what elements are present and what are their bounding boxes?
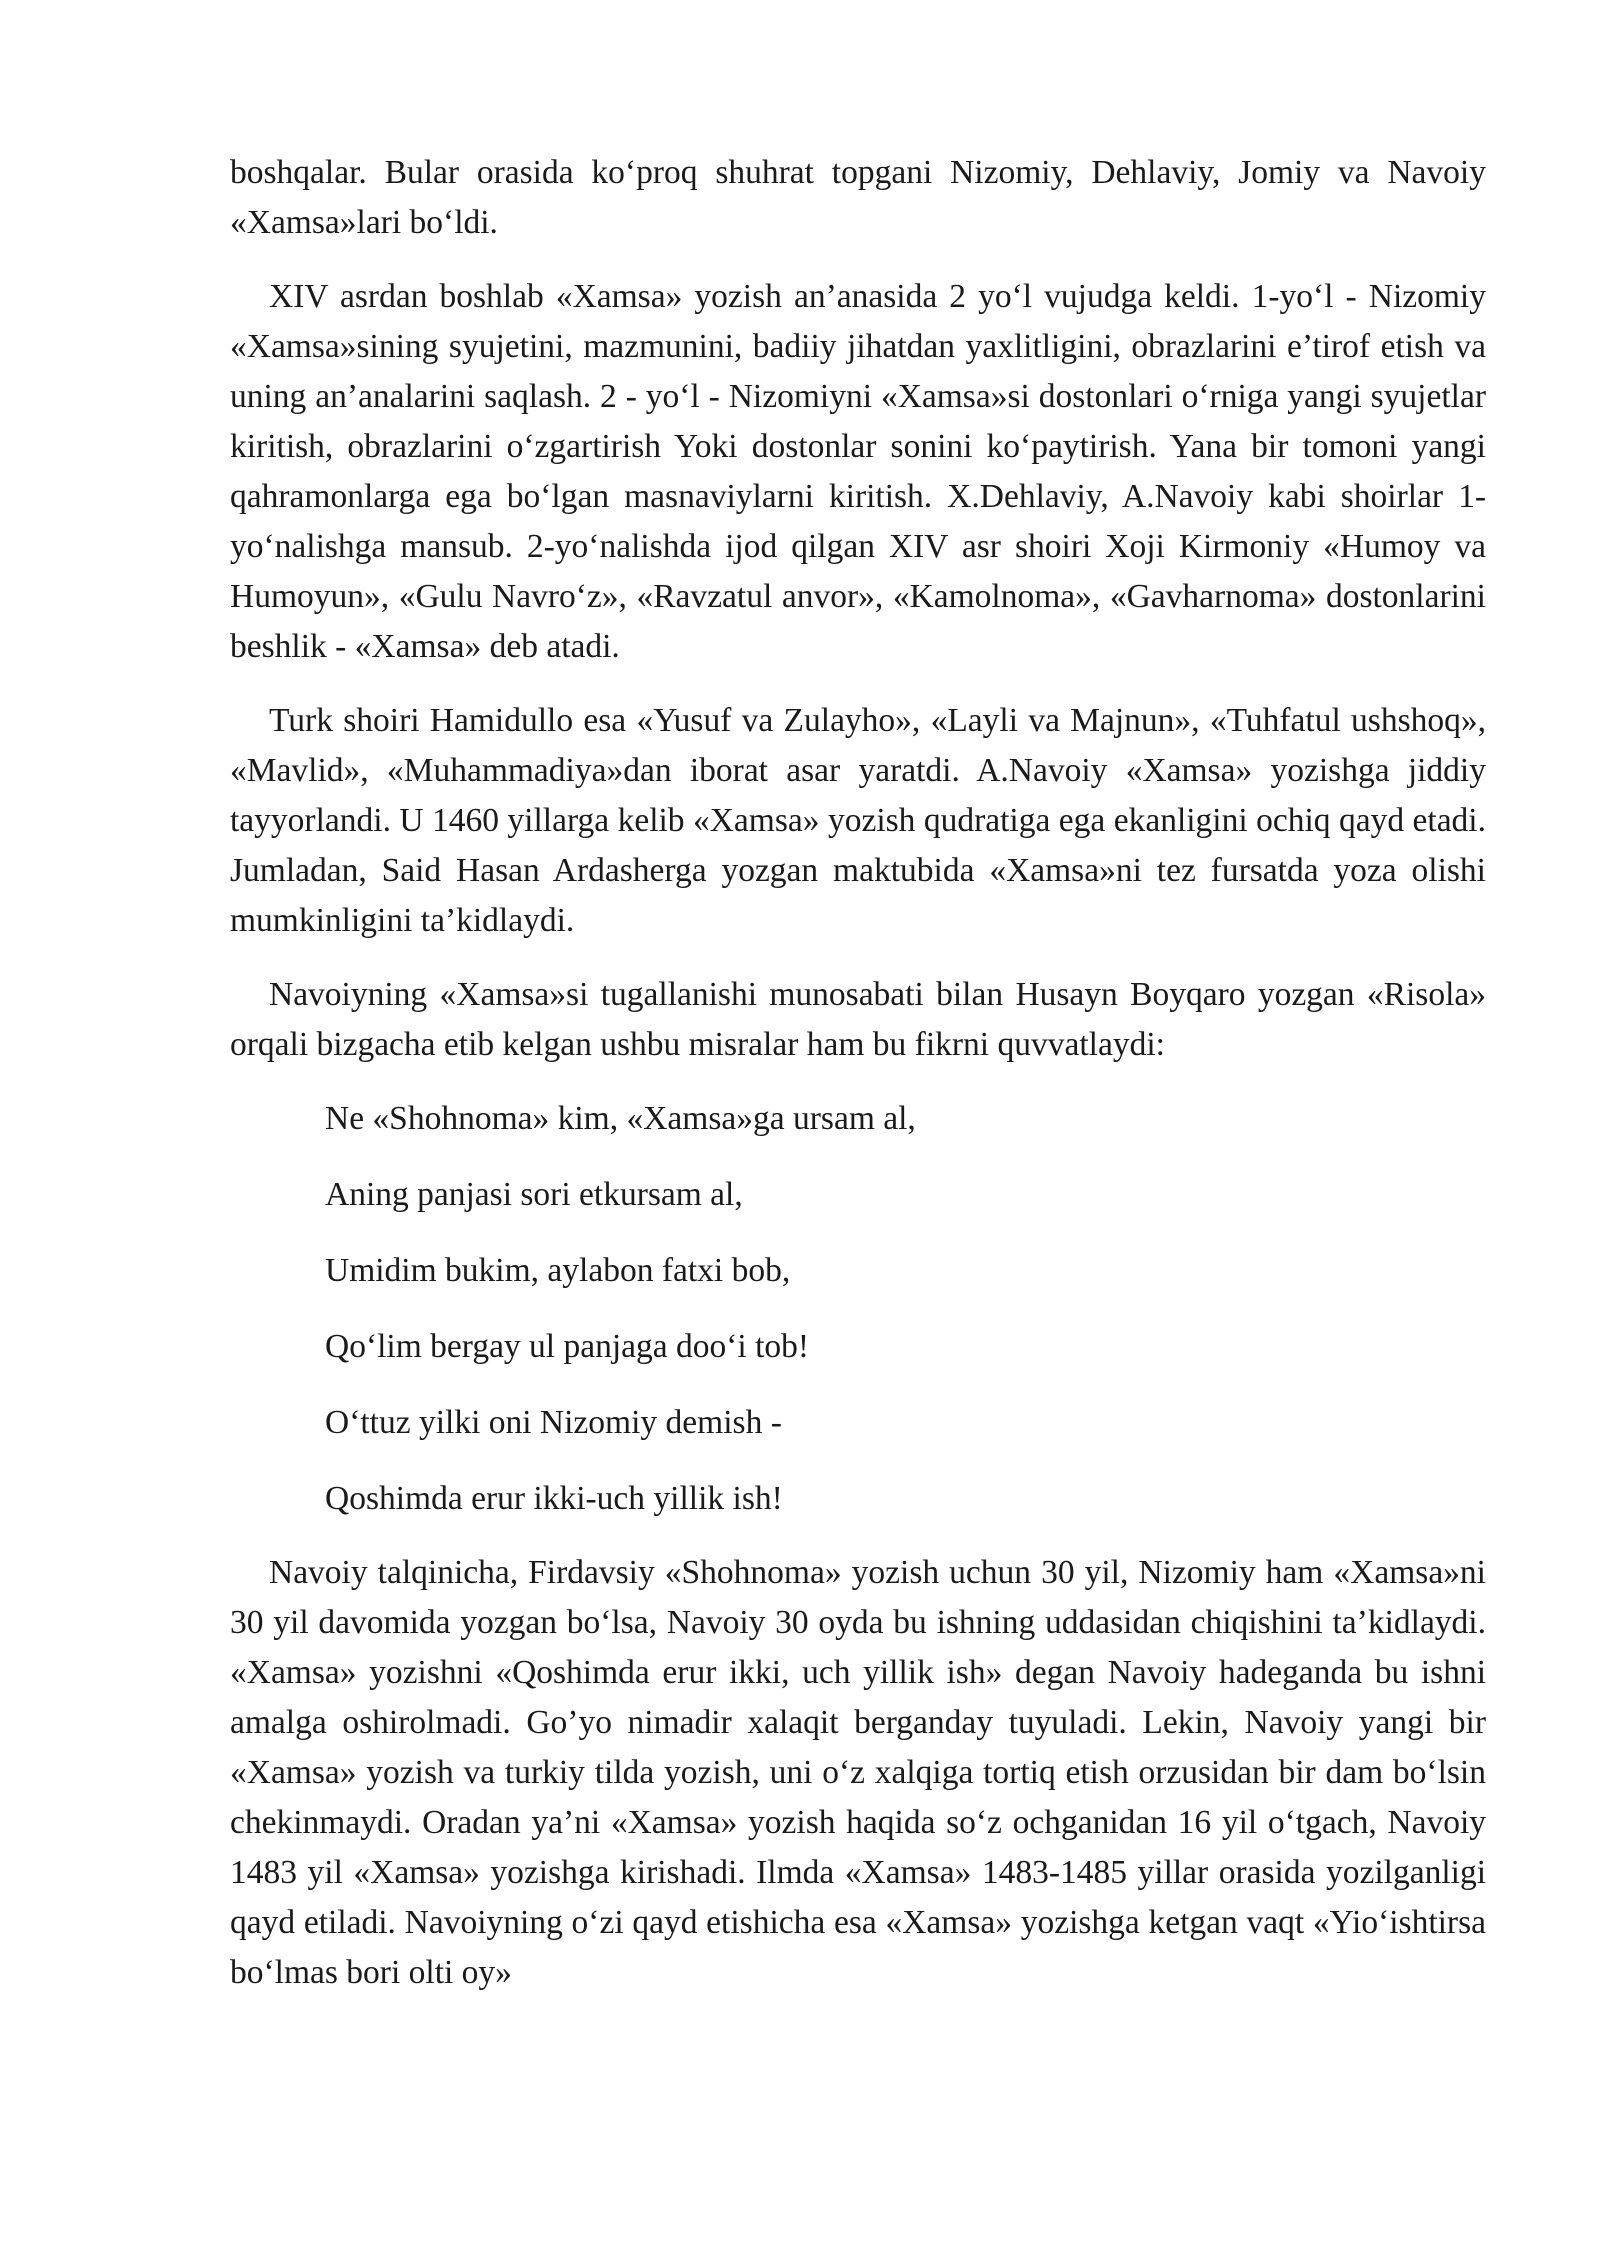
paragraph-xamsa-two-paths: XIV asrdan boshlab «Xamsa» yozish an’anasida 2 yo‘l vujudga keldi. 1-yo‘l - Nizomiy «Xamsa»sining syujetini, mazmunini, badiiy jihatdan yaxlitligini, obrazlarini e’tirof etish va uning an’analarini saqlash. 2 - yo‘l - Nizomiyni «Xamsa»si dostonlari o‘rniga yangi syujetlar kiritish, obrazlarini o‘zgartirish Yoki dostonlar sonini ko‘paytirish. Yana bir tomoni yangi qahramonlarga ega bo‘lgan masnaviylarni kiritish. X.Dehlaviy, A.Navoiy kabi shoirlar 1-yo‘nalishga mansub. 2-yo‘nalishda ijod qilgan XIV asr shoiri Xoji Kirmoniy «Humoy va Humoyun», «Gulu Navro‘z», «Ravzatul anvor», «Kamolnoma», «Gavharnoma» dostonlarini beshlik - «Xamsa» deb atadi. xyxy=(230,278,1486,665)
paragraph-hamidullo: Turk shoiri Hamidullo esa «Yusuf va Zulayho», «Layli va Majnun», «Tuhfatul ushshoq», «Mavlid», «Muhammadiya»dan iborat asar yaratdi. A.Navoiy «Xamsa» yozishga jiddiy tayyorlandi. U 1460 yillarga kelib «Xamsa» yozish qudratiga ega ekanligini ochiq qayd etadi. Jumladan, Said Hasan Ardasherga yozgan maktubida «Xamsa»ni tez fursatda yoza olishi mumkinligini ta’kidlaydi. xyxy=(230,702,1486,939)
paragraph-navoiy-interpretation: Navoiy talqinicha, Firdavsiy «Shohnoma» yozish uchun 30 yil, Nizomiy ham «Xamsa»ni 30 yil davomida yozgan bo‘lsa, Navoiy 30 oyda bu ishning uddasidan chiqishini ta’kidlaydi. «Xamsa» yozishni «Qoshimda erur ikki, uch yillik ish» degan Navoiy hadeganda bu ishni amalga oshirolmadi. Go’yo nimadir xalaqit berganday tuyuladi. Lekin, Navoiy yangi bir «Xamsa» yozish va turkiy tilda yozish, uni o‘z xalqiga tortiq etish orzusidan bir dam bo‘lsin chekinmaydi. Oradan ya’ni «Xamsa» yozish haqida so‘z ochganidan 16 yil o‘tgach, Navoiy 1483 yil «Xamsa» yozishga kirishadi. Ilmda «Xamsa» 1483-1485 yillar orasida yozilganligi qayd etiladi. Navoiyning o‘zi qayd etishicha esa «Xamsa» yozishga ketgan vaqt «Yio‘ishtirsa bo‘lmas bori olti oy» xyxy=(230,1554,1486,1991)
poem-quote xyxy=(230,1094,1486,1524)
paragraph-continued: boshqalar. Bular orasida ko‘proq shuhrat topgani Nizomiy, Dehlaviy, Jomiy va Navoiy «Xamsa»lari bo‘ldi. xyxy=(230,154,1486,241)
document-page xyxy=(230,148,1486,2022)
poem-line: Qo‘lim bergay ul panjaga doo‘i tob! xyxy=(325,1328,810,1365)
poem-line: Umidim bukim, aylabon fatxi bob, xyxy=(325,1252,791,1289)
poem-line: O‘ttuz yilki oni Nizomiy demish - xyxy=(325,1404,782,1441)
poem-line: Qoshimda erur ikki-uch yillik ish! xyxy=(325,1480,783,1517)
paragraph-risola-intro: Navoiyning «Xamsa»si tugallanishi munosabati bilan Husayn Boyqaro yozgan «Risola» orqali bizgacha etib kelgan ushbu misralar ham bu fikrni quvvatlaydi: xyxy=(230,976,1486,1063)
poem-line: Ne «Shohnoma» kim, «Xamsa»ga ursam al, xyxy=(325,1100,916,1137)
poem-line: Aning panjasi sori etkursam al, xyxy=(325,1176,743,1213)
